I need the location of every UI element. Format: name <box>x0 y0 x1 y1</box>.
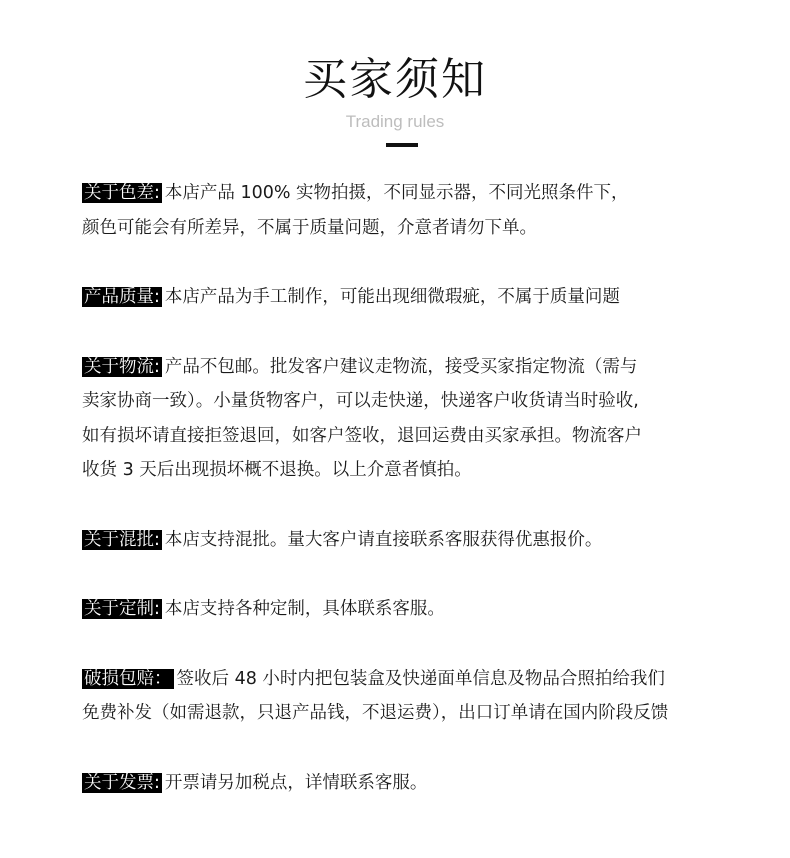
section-product-quality <box>82 280 772 315</box>
page-header <box>0 52 790 134</box>
section-customization <box>82 592 772 627</box>
notice-content <box>82 176 772 835</box>
section-label: 关于发票: <box>84 772 160 793</box>
section-text: 免费补发（如需退款，只退产品钱，不退运费），出口订单请在国内阶段反馈 <box>82 703 669 723</box>
section-text: 本店支持各种定制，具体联系客服。 <box>164 599 445 619</box>
section-text: 卖家协商一致）。小量货物客户，可以走快递，快递客户收货请当时验收, <box>82 391 639 411</box>
section-label: 产品质量: <box>84 287 160 307</box>
title-underline-divider <box>386 143 418 147</box>
section-text: 本店产品为手工制作，可能出现细微瑕疵，不属于质量问题 <box>164 287 620 307</box>
section-logistics <box>82 350 772 488</box>
section-label: 关于混批: <box>84 529 160 550</box>
section-text: 开票请另加税点，详情联系客服。 <box>164 772 428 793</box>
section-color-difference <box>82 176 772 245</box>
section-label: 关于色差: <box>84 183 160 203</box>
section-text: 颜色可能会有所差异，不属于质量问题，介意者请勿下单。 <box>82 217 537 238</box>
section-text: 本店产品 100% 实物拍摄，不同显示器，不同光照条件下， <box>164 183 629 203</box>
section-mixed-wholesale <box>82 523 772 558</box>
page-title: 买家须知 <box>303 54 487 105</box>
section-damage-compensation <box>82 662 772 731</box>
page-subtitle: Trading rules <box>345 112 445 131</box>
section-label: 关于定制: <box>84 599 160 619</box>
section-invoice <box>82 766 772 801</box>
section-label: 破损包赔： <box>84 668 172 689</box>
section-text: 签收后 48 小时内把包装盒及快递面单信息及物品合照拍给我们 <box>176 668 665 689</box>
section-text: 产品不包邮。批发客户建议走物流，接受买家指定物流（需与 <box>164 356 638 377</box>
section-text: 本店支持混批。量大客户请直接联系客服获得优惠报价。 <box>164 529 603 550</box>
section-label: 关于物流: <box>84 356 160 377</box>
section-text: 收货 3 天后出现损坏概不退换。以上介意者慎拍。 <box>82 460 472 480</box>
section-text: 如有损坏请直接拒签退回，如客户签收，退回运费由买家承担。物流客户 <box>82 425 642 446</box>
